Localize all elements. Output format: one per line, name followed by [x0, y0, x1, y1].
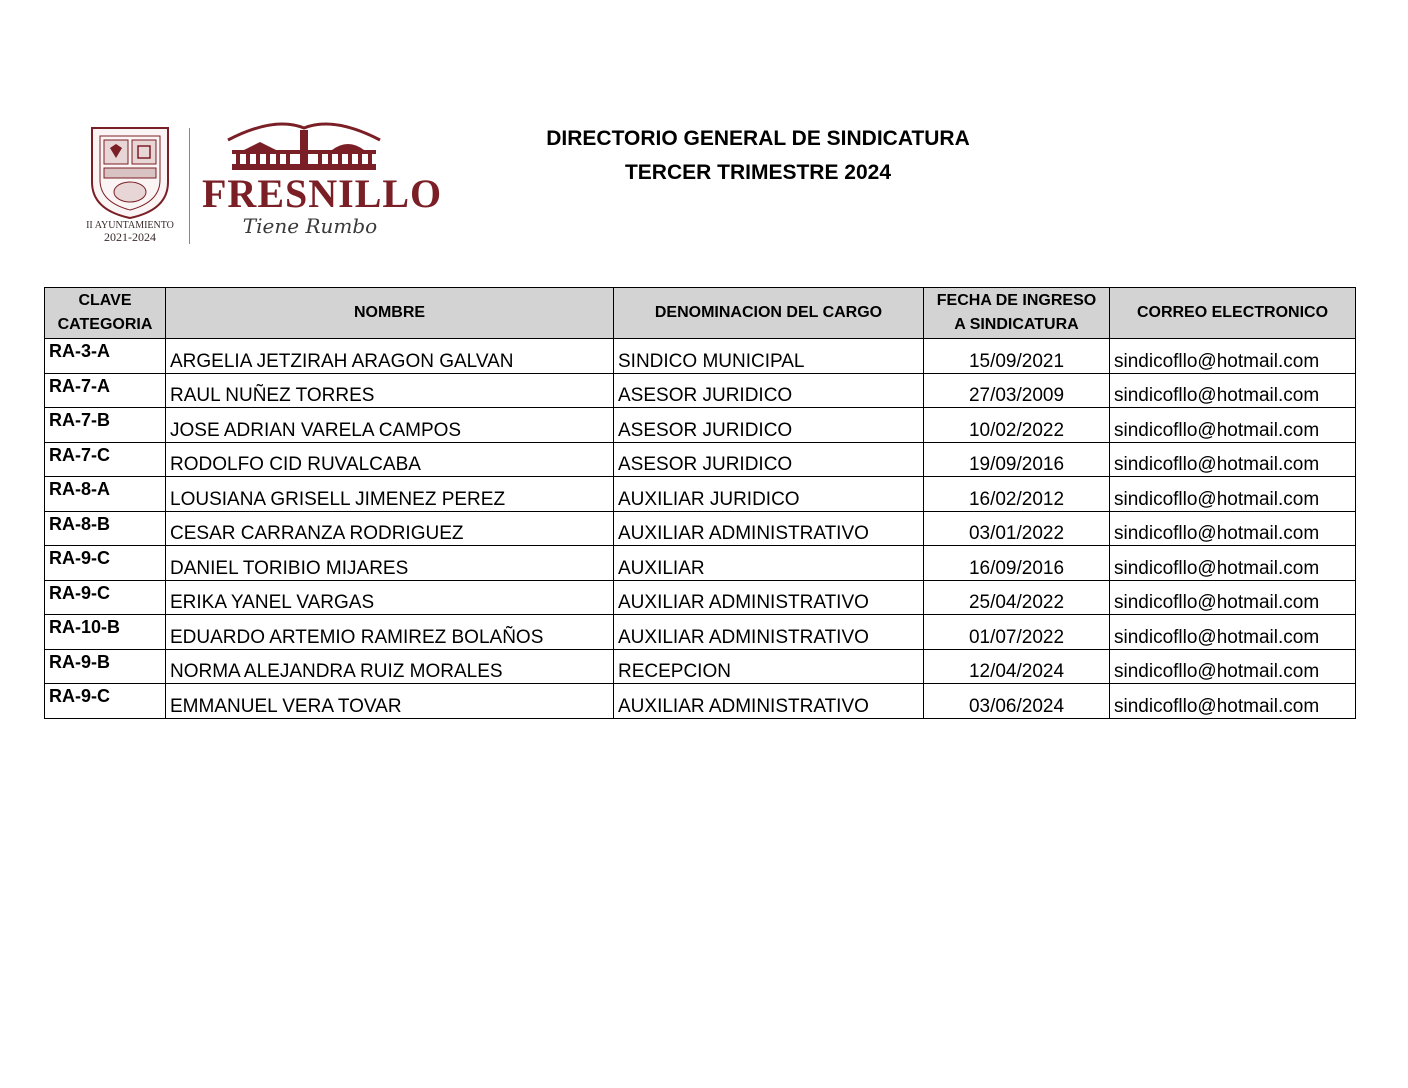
table-row: [45, 684, 1356, 719]
directory-table: [44, 287, 1356, 719]
cell-correo: sindicofllo@hotmail.com: [1110, 511, 1356, 546]
brand-tagline: Tiene Rumbo: [242, 214, 378, 238]
header-clave-line2: CATEGORIA: [57, 316, 153, 333]
cell-fecha: 16/02/2012: [924, 477, 1110, 512]
cell-fecha: 12/04/2024: [924, 649, 1110, 684]
cell-cargo: SINDICO MUNICIPAL: [614, 339, 924, 374]
cell-cargo: AUXILIAR ADMINISTRATIVO: [614, 511, 924, 546]
logo-divider: [189, 128, 190, 244]
seal-years: 2021-2024: [104, 230, 156, 244]
cell-correo: sindicofllo@hotmail.com: [1110, 442, 1356, 477]
cell-fecha: 10/02/2022: [924, 408, 1110, 443]
table-row: [45, 649, 1356, 684]
cell-correo: sindicofllo@hotmail.com: [1110, 546, 1356, 581]
cell-correo: sindicofllo@hotmail.com: [1110, 615, 1356, 650]
cell-cargo: ASESOR JURIDICO: [614, 408, 924, 443]
fresnillo-logo: [200, 118, 443, 248]
cell-clave: RA-8-B: [45, 511, 166, 546]
municipal-seal: [80, 118, 180, 248]
cell-fecha: 25/04/2022: [924, 580, 1110, 615]
cell-correo: sindicofllo@hotmail.com: [1110, 684, 1356, 719]
table-header-row: [45, 288, 1356, 339]
cell-nombre: ERIKA YANEL VARGAS: [166, 580, 614, 615]
cell-fecha: 16/09/2016: [924, 546, 1110, 581]
cell-fecha: 19/09/2016: [924, 442, 1110, 477]
header-clave: [45, 288, 166, 339]
header-correo: CORREO ELECTRONICO: [1110, 288, 1356, 339]
city-skyline-icon: [224, 120, 384, 176]
cell-correo: sindicofllo@hotmail.com: [1110, 339, 1356, 374]
cell-cargo: AUXILIAR ADMINISTRATIVO: [614, 615, 924, 650]
brand-name: FRESNILLO: [202, 171, 443, 216]
cell-fecha: 01/07/2022: [924, 615, 1110, 650]
cell-correo: sindicofllo@hotmail.com: [1110, 580, 1356, 615]
cell-nombre: DANIEL TORIBIO MIJARES: [166, 546, 614, 581]
cell-correo: sindicofllo@hotmail.com: [1110, 373, 1356, 408]
cell-clave: RA-9-C: [45, 580, 166, 615]
cell-fecha: 03/06/2024: [924, 684, 1110, 719]
page-subtitle: TERCER TRIMESTRE 2024: [624, 161, 892, 184]
cell-nombre: NORMA ALEJANDRA RUIZ MORALES: [166, 649, 614, 684]
cell-nombre: JOSE ADRIAN VARELA CAMPOS: [166, 408, 614, 443]
table-row: [45, 615, 1356, 650]
document-header: [480, 124, 1036, 188]
cell-nombre: ARGELIA JETZIRAH ARAGON GALVAN: [166, 339, 614, 374]
cell-clave: RA-9-C: [45, 684, 166, 719]
header-clave-line1: CLAVE: [78, 292, 132, 309]
page-title: DIRECTORIO GENERAL DE SINDICATURA: [546, 127, 970, 150]
cell-fecha: 15/09/2021: [924, 339, 1110, 374]
logo-area: [80, 118, 443, 248]
cell-fecha: 03/01/2022: [924, 511, 1110, 546]
cell-clave: RA-8-A: [45, 477, 166, 512]
cell-nombre: RODOLFO CID RUVALCABA: [166, 442, 614, 477]
cell-cargo: AUXILIAR: [614, 546, 924, 581]
cell-fecha: 27/03/2009: [924, 373, 1110, 408]
table-row: [45, 373, 1356, 408]
cell-clave: RA-9-B: [45, 649, 166, 684]
cell-cargo: AUXILIAR JURIDICO: [614, 477, 924, 512]
cell-nombre: LOUSIANA GRISELL JIMENEZ PEREZ: [166, 477, 614, 512]
cell-cargo: AUXILIAR ADMINISTRATIVO: [614, 684, 924, 719]
cell-cargo: ASESOR JURIDICO: [614, 373, 924, 408]
cell-nombre: EDUARDO ARTEMIO RAMIREZ BOLAÑOS: [166, 615, 614, 650]
table-row: [45, 511, 1356, 546]
cell-clave: RA-7-C: [45, 442, 166, 477]
cell-clave: RA-3-A: [45, 339, 166, 374]
cell-nombre: RAUL NUÑEZ TORRES: [166, 373, 614, 408]
table-row: [45, 477, 1356, 512]
cell-correo: sindicofllo@hotmail.com: [1110, 477, 1356, 512]
cell-clave: RA-7-A: [45, 373, 166, 408]
cell-cargo: ASESOR JURIDICO: [614, 442, 924, 477]
header-cargo: DENOMINACION DEL CARGO: [614, 288, 924, 339]
header-nombre: NOMBRE: [166, 288, 614, 339]
cell-correo: sindicofllo@hotmail.com: [1110, 408, 1356, 443]
table-row: [45, 339, 1356, 374]
coat-of-arms-icon: [86, 122, 174, 220]
cell-cargo: RECEPCION: [614, 649, 924, 684]
cell-clave: RA-10-B: [45, 615, 166, 650]
header-fecha: [924, 288, 1110, 339]
table-row: [45, 580, 1356, 615]
table-row: [45, 546, 1356, 581]
header-fecha-line1: FECHA DE INGRESO: [936, 292, 1097, 309]
cell-correo: sindicofllo@hotmail.com: [1110, 649, 1356, 684]
seal-caption: II AYUNTAMIENTO: [86, 220, 174, 231]
cell-nombre: EMMANUEL VERA TOVAR: [166, 684, 614, 719]
cell-clave: RA-9-C: [45, 546, 166, 581]
table-row: [45, 442, 1356, 477]
cell-clave: RA-7-B: [45, 408, 166, 443]
cell-cargo: AUXILIAR ADMINISTRATIVO: [614, 580, 924, 615]
table-body: [45, 339, 1356, 719]
header-fecha-line2: A SINDICATURA: [954, 316, 1079, 333]
table-row: [45, 408, 1356, 443]
cell-nombre: CESAR CARRANZA RODRIGUEZ: [166, 511, 614, 546]
